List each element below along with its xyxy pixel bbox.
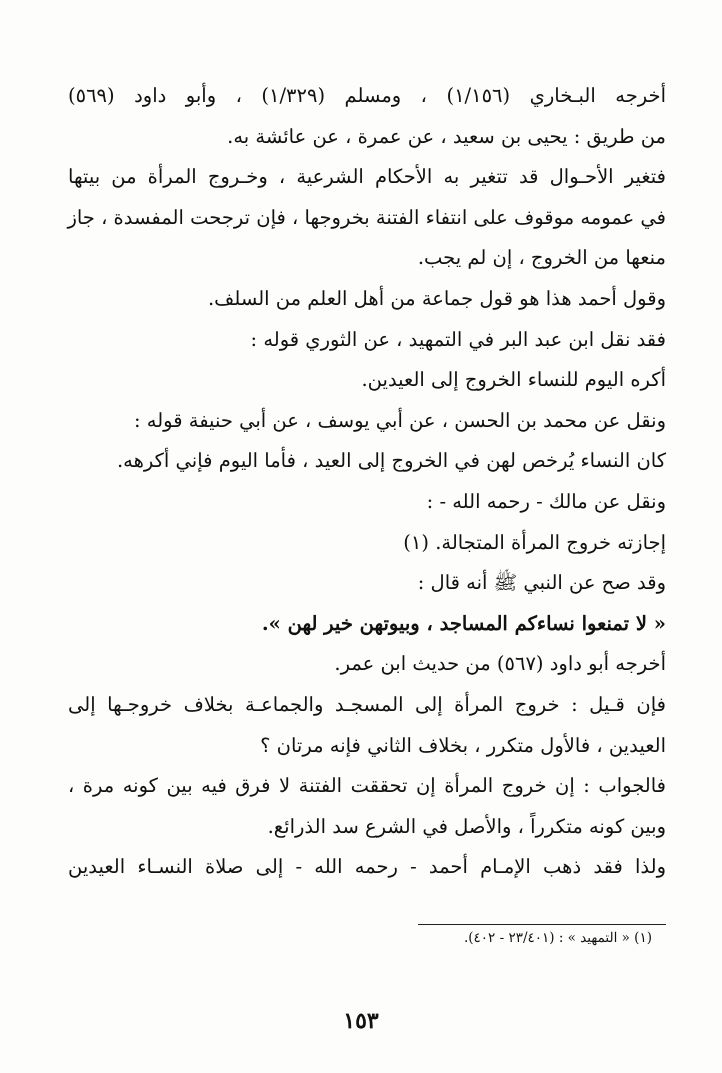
text-line: فإن قـيل : خروج المرأة إلى المسجـد والجماعـة بخلاف خروجـها إلى: [68, 692, 666, 716]
text-line: ونقل عن مالك - رحمه الله - :: [426, 489, 666, 513]
text-line: في عمومه موقوف على انتفاء الفتنة بخروجها ، فإن ترجحت المفسدة ، جاز: [67, 205, 666, 229]
text-line: العيدين ، فالأول متكرر ، بخلاف الثاني فإنه مرتان ؟: [260, 733, 666, 757]
footnote-divider: [418, 924, 666, 925]
text-line: منعها من الخروج ، إن لم يجب.: [417, 246, 666, 270]
text-line: كان النساء يُرخص لهن في الخروج إلى العيد ، فأما اليوم فإني أكرهه.: [116, 449, 666, 473]
text-line: فقد نقل ابن عبد البر في التمهيد ، عن الثوري قوله :: [250, 327, 666, 351]
text-line: أخرجه أبو داود (٥٦٧) من حديث ابن عمر.: [334, 652, 666, 676]
footnote: (١) « التمهيد » : (٢٣/٤٠١ - ٤٠٢).: [463, 930, 652, 946]
text-line: ولذا فقد ذهب الإمـام أحمد - رحمه الله - إلى صلاة النسـاء العيدين: [68, 855, 666, 879]
text-line: وقد صح عن النبي ﷺ أنه قال :: [417, 571, 666, 595]
page-number: ١٥٣: [343, 1008, 379, 1034]
text-line: فتغير الأحـوال قد تتغير به الأحكام الشرعية ، وخـروج المرأة من بيتها: [68, 165, 666, 189]
text-line: أخرجه البـخاري (١/١٥٦) ، ومسلم (١/٣٢٩) ، وأبو داود (٥٦٩): [68, 84, 666, 107]
text-line: فالجواب : إن خروج المرأة إن تحققت الفتنة لا فرق فيه بين كونه مرة ،: [68, 774, 666, 798]
text-line: ونقل عن محمد بن الحسن ، عن أبي يوسف ، عن أبي حنيفة قوله :: [133, 408, 666, 432]
text-line: إجازته خروج المرأة المتجالة. (١): [403, 530, 666, 554]
text-line: وبين كونه متكرراً ، والأصل في الشرع سد الذرائع.: [267, 814, 666, 838]
text-line: وقول أحمد هذا هو قول جماعة من أهل العلم من السلف.: [207, 286, 666, 310]
text-line: أكره اليوم للنساء الخروج إلى العيدين.: [361, 368, 666, 392]
text-line: من طريق : يحيى بن سعيد ، عن عمرة ، عن عائشة به.: [227, 124, 666, 148]
hadith-quote: « لا تمنعوا نساءكم المساجد ، وبيوتهن خير لهن ».: [261, 611, 666, 635]
main-text: [68, 76, 666, 888]
